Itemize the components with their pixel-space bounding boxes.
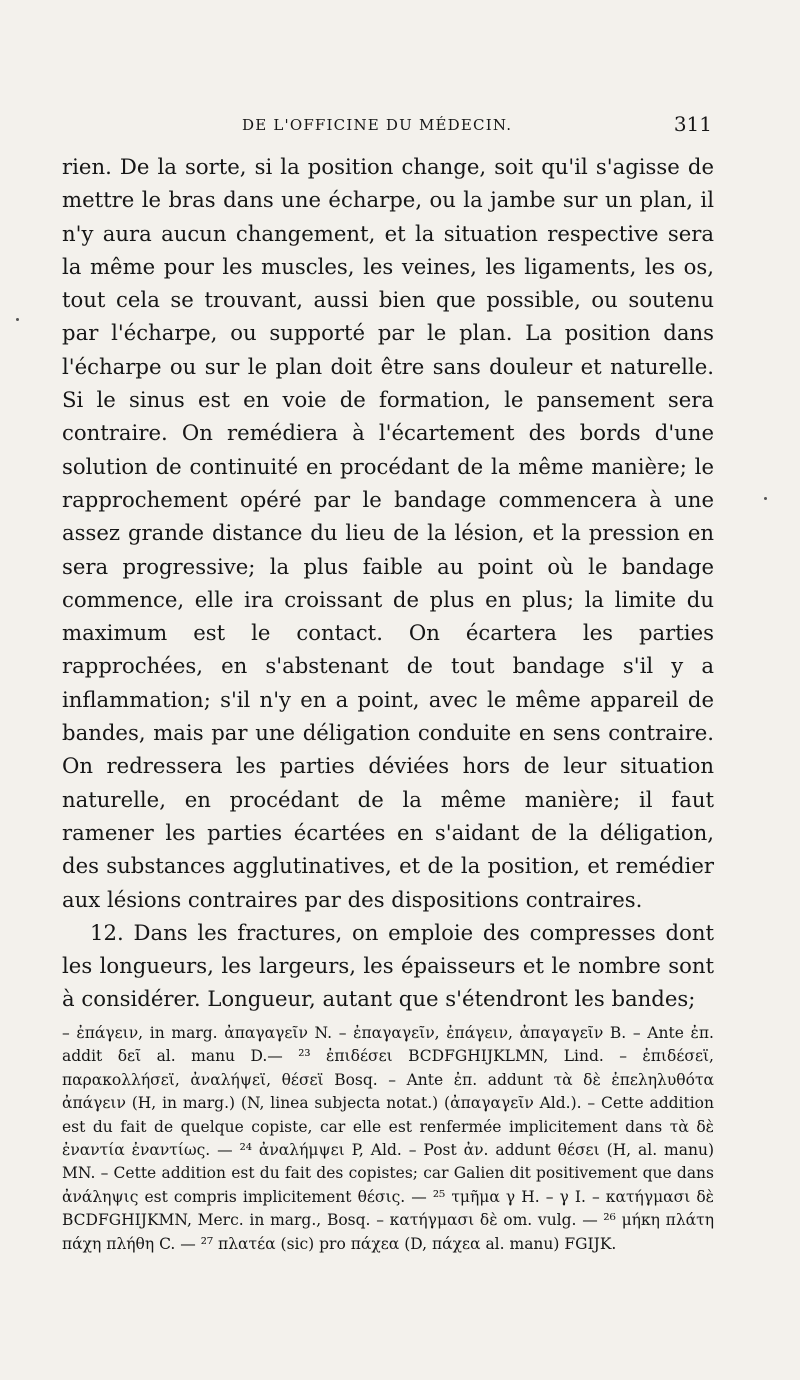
paper-speck — [764, 497, 767, 500]
paragraph: 12. Dans les fractures, on emploie des compresses dont les longueurs, les largeurs, les épaisseurs et le nombre sont à considérer. Longueur, autant que s'étendront les bandes; — [62, 919, 714, 1012]
page-header — [62, 112, 712, 142]
running-title: DE L'OFFICINE DU MÉDECIN. — [242, 116, 513, 134]
paper-speck — [16, 318, 19, 321]
footnotes — [62, 1022, 714, 1256]
paragraph: rien. De la sorte, si la position change, soit qu'il s'agisse de mettre le bras dans une écharpe, ou la jambe sur un plan, il n'y aura aucun changement, et la situation respective sera la même pour les muscles, les veines, les ligaments, les os, tout cela se trouvant, aussi bien que possible, ou soutenu par l'écharpe, ou supporté par le plan. La position dans l'écharpe ou sur le plan doit être sans douleur et naturelle. Si le sinus est en voie de formation, le pansement sera contraire. On remédiera à l'écartement des bords d'une solution de continuité en procédant de la même manière; le rapprochement opéré par le bandage commencera à une assez grande distance du lieu de la lésion, et la pression en sera progressive; la plus faible au point où le bandage commence, elle ira croissant de plus en plus; la limite du maximum est le contact. On écartera les parties rapprochées, en s'abstenant de tout bandage s'il y a inflammation; s'il n'y en a point, avec le même appareil de bandes, mais par une déligation conduite en sens contraire. On redressera les parties déviées hors de leur situation naturelle, en procédant de la même manière; il faut ramener les parties écartées en s'aidant de la déligation, des substances agglutinatives, et de la position, et remédier aux lésions contraires par des dispositions contraires. — [62, 154, 714, 912]
main-text — [62, 150, 714, 1016]
footnote-text: – ἐπάγειν, in marg. ἀπαγαγεῖν N. – ἐπαγαγεῖν, ἐπάγειν, ἀπαγαγεῖν B. – Ante ἐπ. addit δεῖ al. manu D.— ²³ ἐπιδέσει BCDFGHIJKLMN, Lind. – ἐπιδέσεϊ, παρακολλήσεϊ, ἀναλήψεϊ, θέσεϊ Bosq. – Ante ἐπ. addunt τὰ δὲ ἐπεληλυθότα ἀπάγειν (H, in marg.) (N, linea subjecta notat.) (ἀπαγαγεῖν Ald.). – Cette addition est du fait de quelque copiste, car elle est renfermée implicitement dans τὰ δὲ ἐναντία ἐναντίως. — ²⁴ ἀναλήμψει P, Ald. – Post ἀν. addunt θέσει (H, al. manu) MN. – Cette addition est du fait des copistes; car Galien dit positivement que dans ἀνάληψις est compris implicitement θέσις. — ²⁵ τμῆμα γ H. – γ I. – κατήγμασι δὲ BCDFGHIJKMN, Merc. in marg., Bosq. – κατήγμασι δὲ om. vulg. — ²⁶ μήκη πλάτη πάχη πλήθη C. — ²⁷ πλατέα (sic) pro πάχεα (D, πάχεα al. manu) FGIJK. — [62, 1024, 714, 1253]
page-number: 311 — [673, 112, 712, 136]
